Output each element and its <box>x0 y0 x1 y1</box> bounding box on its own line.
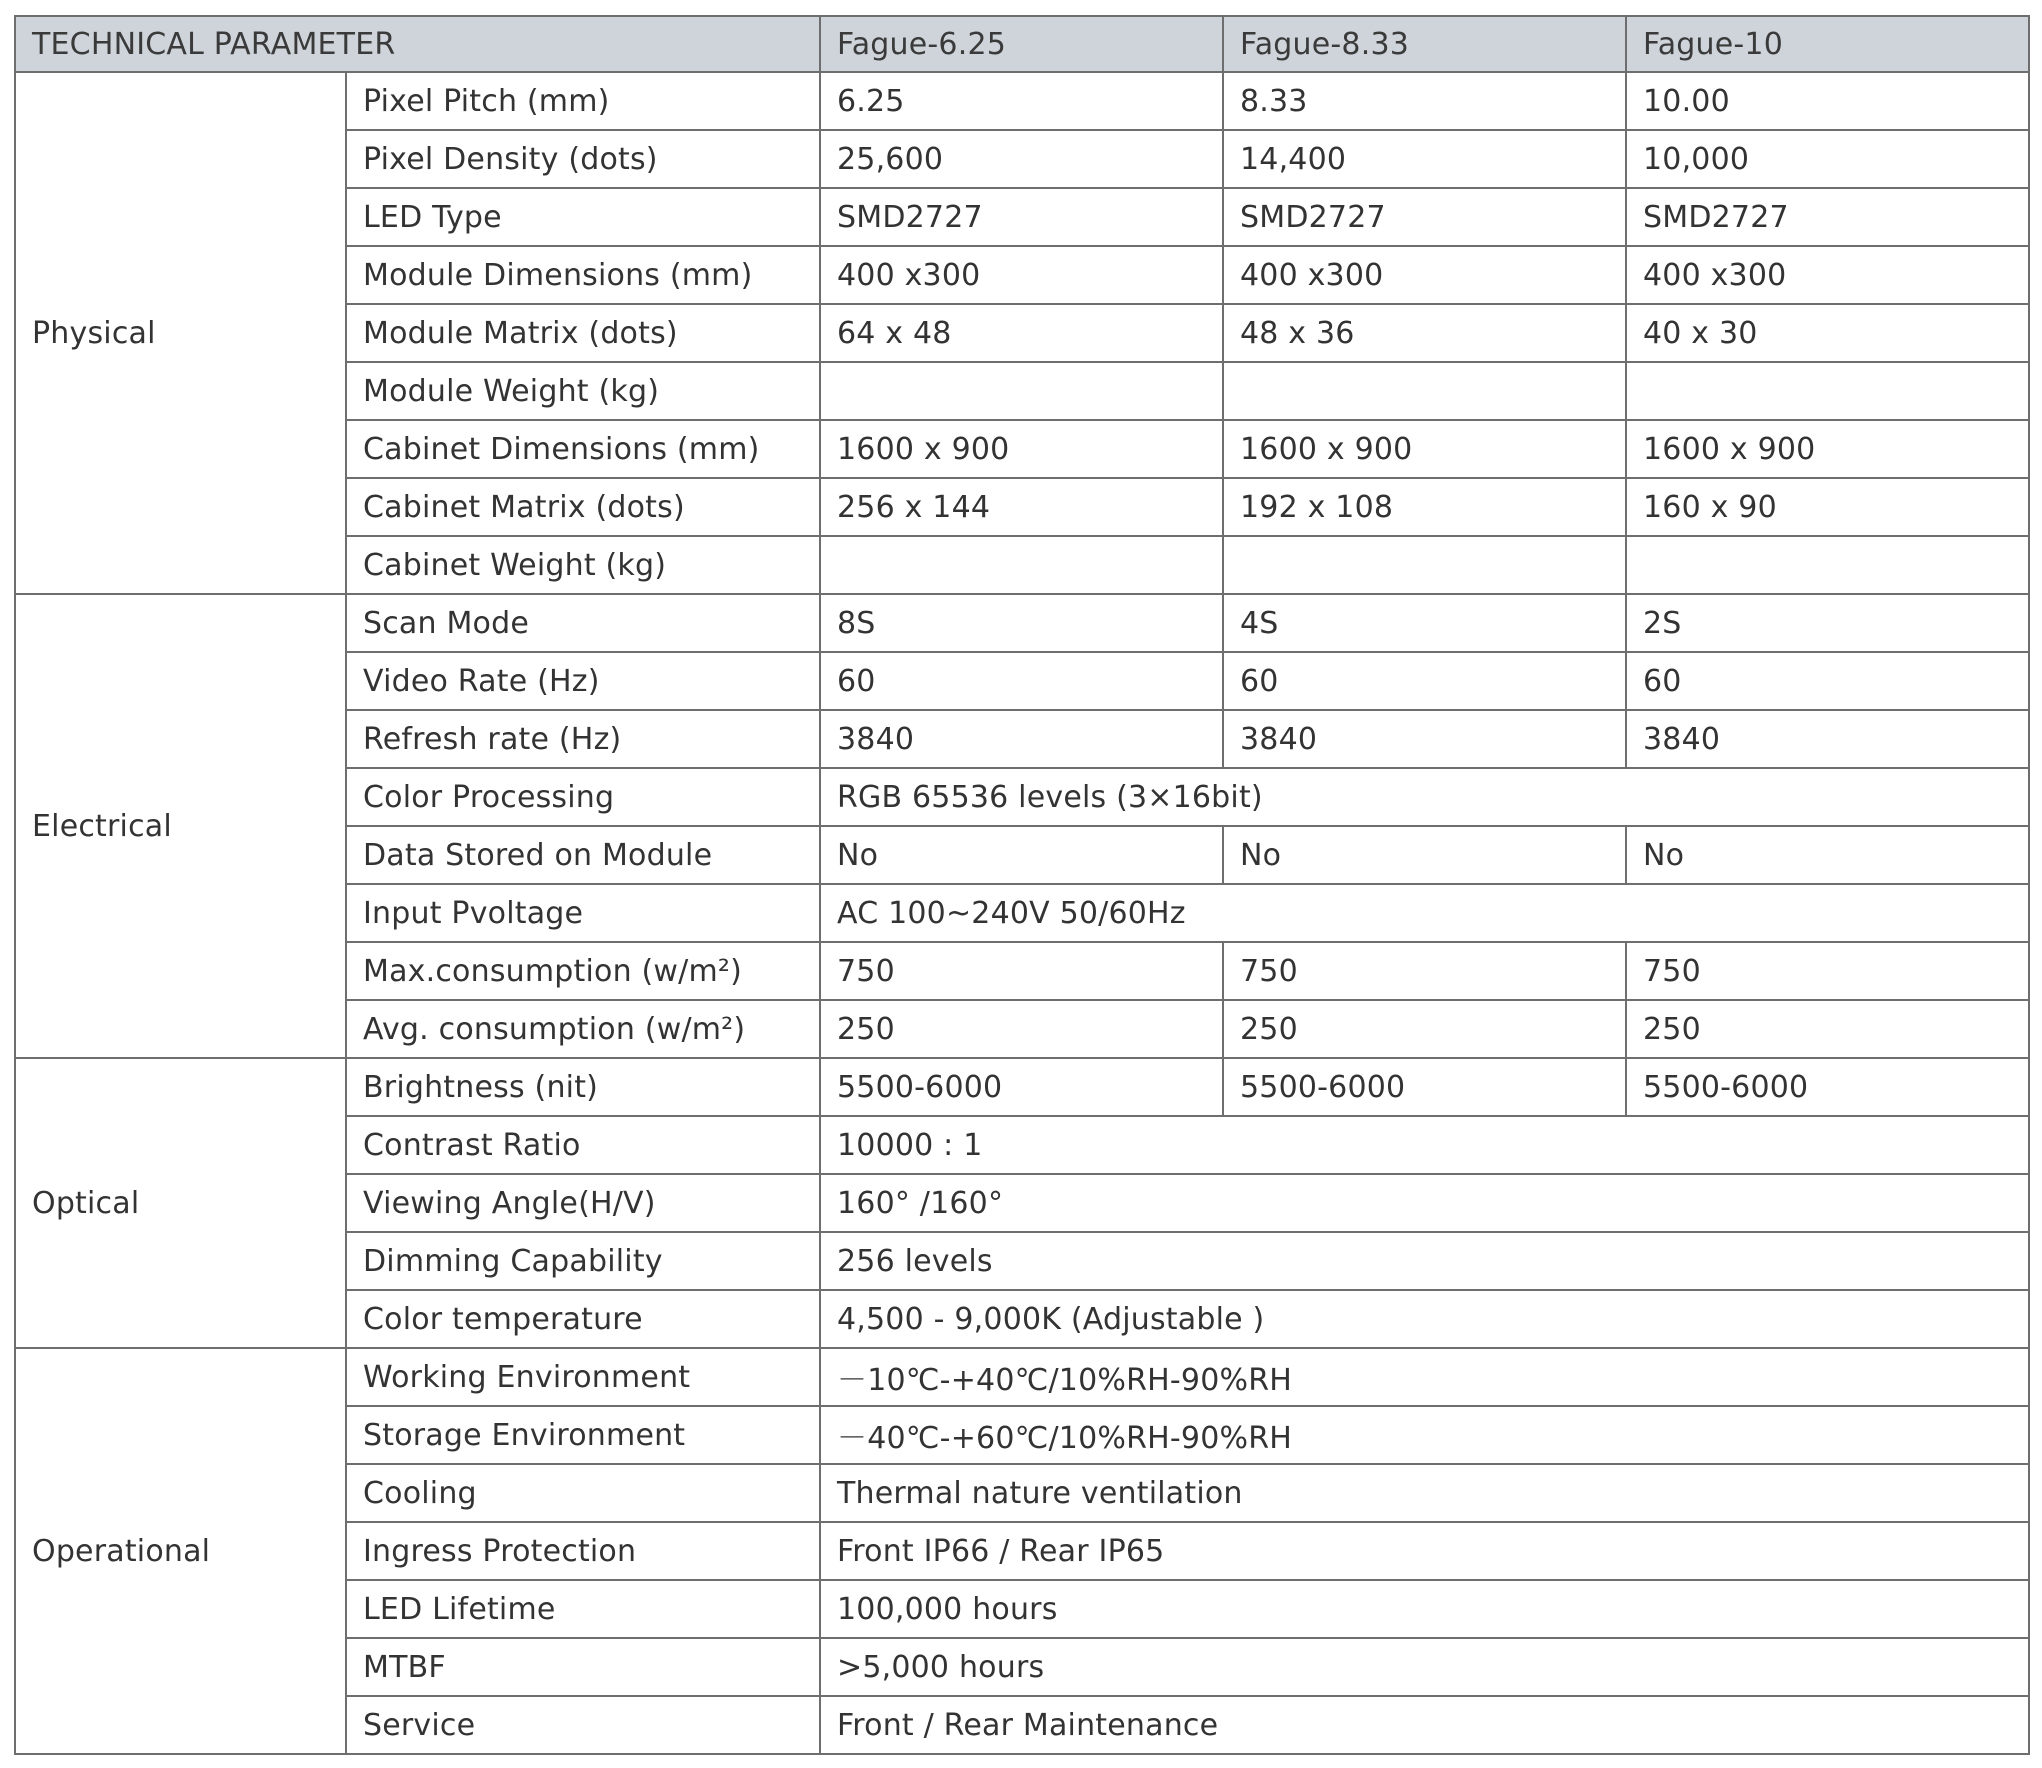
param-value-model-3: 60 <box>1626 652 2029 710</box>
param-name: Storage Environment <box>346 1406 820 1464</box>
param-value-model-1: 3840 <box>820 710 1223 768</box>
param-value-model-1: No <box>820 826 1223 884</box>
param-value-model-3 <box>1626 536 2029 594</box>
header-row <box>15 16 2029 72</box>
param-value-model-1: SMD2727 <box>820 188 1223 246</box>
param-value-model-2: 750 <box>1223 942 1626 1000</box>
param-name: MTBF <box>346 1638 820 1696</box>
param-name: Brightness (nit) <box>346 1058 820 1116</box>
param-name: Color temperature <box>346 1290 820 1348</box>
param-name: Data Stored on Module <box>346 826 820 884</box>
param-value-model-3: No <box>1626 826 2029 884</box>
param-value-model-1: 6.25 <box>820 72 1223 130</box>
param-name: Dimming Capability <box>346 1232 820 1290</box>
param-value-model-2 <box>1223 536 1626 594</box>
param-name: Cooling <box>346 1464 820 1522</box>
param-value-model-2: 8.33 <box>1223 72 1626 130</box>
param-value-model-1: 256 x 144 <box>820 478 1223 536</box>
param-value-model-1: 5500-6000 <box>820 1058 1223 1116</box>
header-model-1: Fague-6.25 <box>820 16 1223 72</box>
param-value-all-models: 100,000 hours <box>820 1580 2029 1638</box>
param-value-all-models: RGB 65536 levels (3×16bit) <box>820 768 2029 826</box>
param-value-model-3: 40 x 30 <box>1626 304 2029 362</box>
param-value-model-3: 10.00 <box>1626 72 2029 130</box>
param-value-model-3: 10,000 <box>1626 130 2029 188</box>
param-value-model-3: 160 x 90 <box>1626 478 2029 536</box>
param-value-model-2: No <box>1223 826 1626 884</box>
param-name: LED Type <box>346 188 820 246</box>
param-value-model-1: 60 <box>820 652 1223 710</box>
param-value-model-3: 750 <box>1626 942 2029 1000</box>
param-name: Viewing Angle(H/V) <box>346 1174 820 1232</box>
table-row <box>15 1058 2029 1116</box>
param-value-model-1: 8S <box>820 594 1223 652</box>
group-label: Operational <box>15 1348 346 1754</box>
param-name: Module Weight (kg) <box>346 362 820 420</box>
param-value-model-3: 2S <box>1626 594 2029 652</box>
param-name: Module Matrix (dots) <box>346 304 820 362</box>
param-value-all-models: 256 levels <box>820 1232 2029 1290</box>
param-name: Module Dimensions (mm) <box>346 246 820 304</box>
spec-body <box>15 72 2029 1754</box>
param-value-all-models: －10℃-+40℃/10%RH-90%RH <box>820 1348 2029 1406</box>
param-name: Cabinet Dimensions (mm) <box>346 420 820 478</box>
param-name: Pixel Pitch (mm) <box>346 72 820 130</box>
header-model-3: Fague-10 <box>1626 16 2029 72</box>
param-value-model-3 <box>1626 362 2029 420</box>
param-value-model-2: 1600 x 900 <box>1223 420 1626 478</box>
param-value-model-2: 3840 <box>1223 710 1626 768</box>
param-name: Working Environment <box>346 1348 820 1406</box>
param-value-all-models: 10000 : 1 <box>820 1116 2029 1174</box>
param-value-all-models: >5,000 hours <box>820 1638 2029 1696</box>
param-name: Cabinet Matrix (dots) <box>346 478 820 536</box>
param-value-model-2: 14,400 <box>1223 130 1626 188</box>
param-value-model-1: 1600 x 900 <box>820 420 1223 478</box>
param-value-model-3: 3840 <box>1626 710 2029 768</box>
param-value-model-3: 400 x300 <box>1626 246 2029 304</box>
param-name: Refresh rate (Hz) <box>346 710 820 768</box>
group-label: Optical <box>15 1058 346 1348</box>
param-name: Scan Mode <box>346 594 820 652</box>
header-model-2: Fague-8.33 <box>1223 16 1626 72</box>
param-value-model-2: 4S <box>1223 594 1626 652</box>
param-value-model-2: 400 x300 <box>1223 246 1626 304</box>
group-label: Physical <box>15 72 346 594</box>
param-value-model-3: 1600 x 900 <box>1626 420 2029 478</box>
param-name: Service <box>346 1696 820 1754</box>
param-value-model-2 <box>1223 362 1626 420</box>
param-name: Ingress Protection <box>346 1522 820 1580</box>
param-value-model-2: SMD2727 <box>1223 188 1626 246</box>
param-value-all-models: Thermal nature ventilation <box>820 1464 2029 1522</box>
param-value-model-1: 64 x 48 <box>820 304 1223 362</box>
param-value-all-models: 160° /160° <box>820 1174 2029 1232</box>
param-value-model-1: 25,600 <box>820 130 1223 188</box>
param-value-all-models: 4,500 - 9,000K (Adjustable ) <box>820 1290 2029 1348</box>
param-name: Color Processing <box>346 768 820 826</box>
param-value-all-models: Front / Rear Maintenance <box>820 1696 2029 1754</box>
group-label: Electrical <box>15 594 346 1058</box>
param-value-model-3: 5500-6000 <box>1626 1058 2029 1116</box>
param-name: Contrast Ratio <box>346 1116 820 1174</box>
param-value-model-3: SMD2727 <box>1626 188 2029 246</box>
table-row <box>15 1348 2029 1406</box>
param-value-model-2: 60 <box>1223 652 1626 710</box>
param-name: Cabinet Weight (kg) <box>346 536 820 594</box>
param-value-model-1 <box>820 362 1223 420</box>
param-name: Pixel Density (dots) <box>346 130 820 188</box>
table-row <box>15 72 2029 130</box>
param-value-model-2: 250 <box>1223 1000 1626 1058</box>
param-value-model-2: 5500-6000 <box>1223 1058 1626 1116</box>
param-name: Avg. consumption (w/m²) <box>346 1000 820 1058</box>
param-value-model-1: 750 <box>820 942 1223 1000</box>
param-value-model-2: 192 x 108 <box>1223 478 1626 536</box>
param-value-model-1 <box>820 536 1223 594</box>
param-value-model-3: 250 <box>1626 1000 2029 1058</box>
spec-table <box>14 15 2030 1755</box>
table-row <box>15 594 2029 652</box>
param-name: Input Pvoltage <box>346 884 820 942</box>
param-name: Video Rate (Hz) <box>346 652 820 710</box>
param-value-all-models: －40℃-+60℃/10%RH-90%RH <box>820 1406 2029 1464</box>
param-value-model-2: 48 x 36 <box>1223 304 1626 362</box>
param-name: LED Lifetime <box>346 1580 820 1638</box>
param-value-model-1: 250 <box>820 1000 1223 1058</box>
param-name: Max.consumption (w/m²) <box>346 942 820 1000</box>
param-value-all-models: AC 100~240V 50/60Hz <box>820 884 2029 942</box>
header-title: TECHNICAL PARAMETER <box>15 16 820 72</box>
param-value-all-models: Front IP66 / Rear IP65 <box>820 1522 2029 1580</box>
param-value-model-1: 400 x300 <box>820 246 1223 304</box>
